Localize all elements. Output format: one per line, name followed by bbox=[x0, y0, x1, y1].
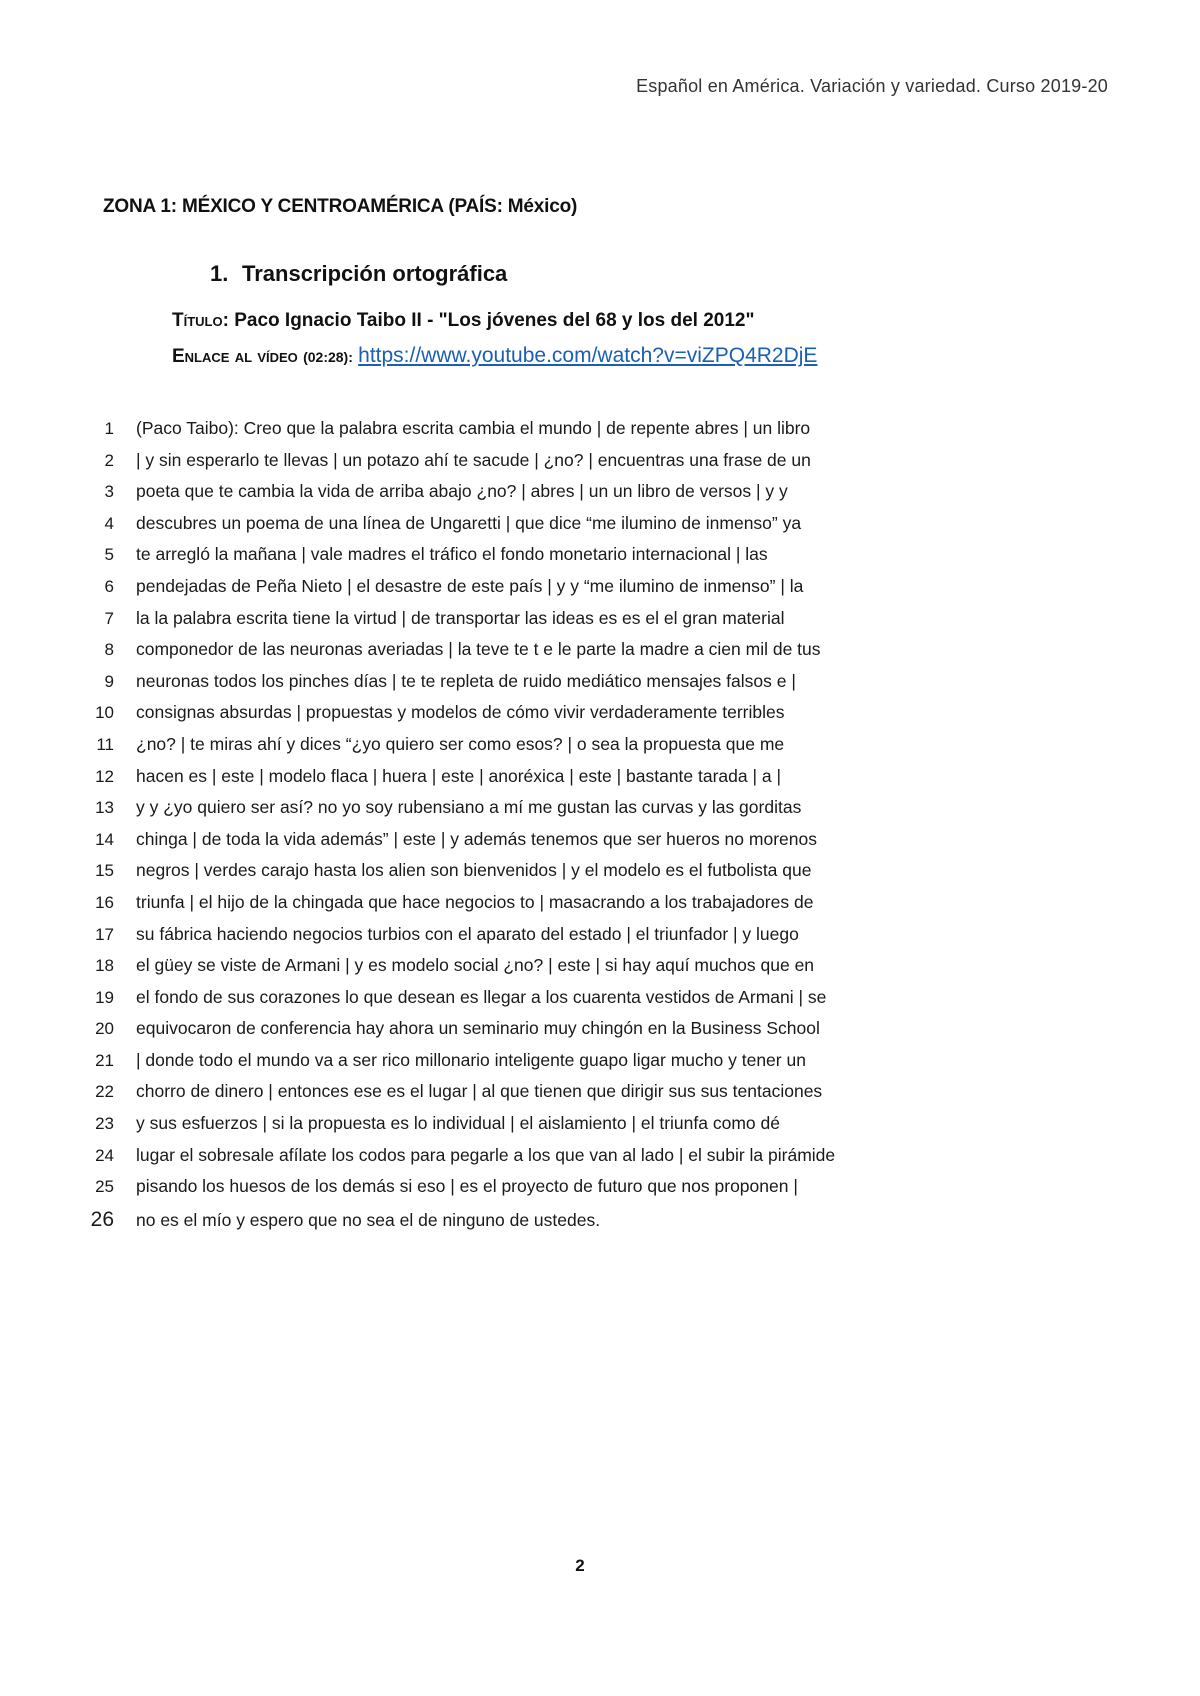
section-heading bbox=[210, 261, 507, 287]
transcript-line bbox=[0, 702, 1200, 734]
section-title: Transcripción ortográfica bbox=[242, 261, 508, 286]
section-number: 1. bbox=[210, 261, 229, 286]
transcript-line bbox=[0, 1018, 1200, 1050]
line-text: poeta que te cambia la vida de arriba abajo ¿no? | abres | un un libro de versos | y y bbox=[136, 481, 788, 502]
running-header: Español en América. Variación y variedad. Curso 2019-20 bbox=[636, 76, 1108, 96]
line-number: 4 bbox=[104, 513, 114, 533]
line-text: chinga | de toda la vida además” | este | y además tenemos que ser hueros no morenos bbox=[136, 828, 817, 849]
line-text: | donde todo el mundo va a ser rico millonario inteligente guapo ligar mucho y tener un bbox=[136, 1049, 806, 1070]
line-number: 3 bbox=[104, 482, 114, 502]
line-text: componedor de las neuronas averiadas | la teve te t e le parte la madre a cien mil de tus bbox=[136, 639, 821, 660]
transcript-line bbox=[0, 892, 1200, 924]
line-text: triunfa | el hijo de la chingada que hace negocios to | masacrando a los trabajadores de bbox=[136, 891, 814, 912]
line-number: 16 bbox=[95, 892, 114, 912]
link-label: Enlace al vídeo bbox=[172, 346, 298, 367]
line-number: 20 bbox=[95, 1019, 114, 1039]
transcript-list bbox=[0, 418, 1200, 1239]
line-text: pisando los huesos de los demás si eso | es el proyecto de futuro que nos proponen | bbox=[136, 1176, 798, 1197]
line-number: 10 bbox=[95, 703, 114, 723]
title-value: Paco Ignacio Taibo II - "Los jóvenes del 68 y los del 2012" bbox=[234, 310, 755, 331]
line-number: 18 bbox=[95, 956, 114, 976]
line-text: descubres un poema de una línea de Ungaretti | que dice “me ilumino de inmenso” ya bbox=[136, 512, 802, 533]
line-text: el fondo de sus corazones lo que desean es llegar a los cuarenta vestidos de Armani | se bbox=[136, 986, 827, 1007]
line-number: 22 bbox=[95, 1082, 114, 1102]
video-title-line bbox=[172, 310, 755, 332]
line-number: 17 bbox=[95, 924, 114, 944]
line-text: lugar el sobresale afílate los codos para pegarle a los que van al lado | el subir la pirámide bbox=[136, 1144, 836, 1165]
line-number: 25 bbox=[95, 1177, 114, 1197]
line-number: 26 bbox=[90, 1207, 114, 1231]
line-text: (Paco Taibo): Creo que la palabra escrita cambia el mundo | de repente abres | un libro bbox=[136, 418, 811, 438]
transcript-line bbox=[0, 924, 1200, 956]
link-duration: (02:28): bbox=[303, 349, 353, 365]
transcript-line bbox=[0, 671, 1200, 703]
transcript-line bbox=[0, 608, 1200, 640]
transcript-line bbox=[0, 955, 1200, 987]
video-link-line bbox=[172, 344, 817, 368]
line-number: 13 bbox=[95, 798, 114, 818]
transcript-line bbox=[0, 513, 1200, 545]
line-number: 8 bbox=[104, 640, 114, 660]
line-text: la la palabra escrita tiene la virtud | de transportar las ideas es es el el gran material bbox=[136, 607, 785, 628]
transcript-line bbox=[0, 481, 1200, 513]
transcript-line bbox=[0, 829, 1200, 861]
line-number: 6 bbox=[104, 576, 114, 596]
line-text: y sus esfuerzos | si la propuesta es lo individual | el aislamiento | el triunfa como dé bbox=[136, 1113, 780, 1134]
line-text: chorro de dinero | entonces ese es el lugar | al que tienen que dirigir sus sus tentaciones bbox=[136, 1081, 823, 1102]
page-number: 2 bbox=[575, 1556, 585, 1575]
transcript-line bbox=[0, 1145, 1200, 1177]
line-number: 2 bbox=[104, 450, 114, 470]
line-number: 7 bbox=[104, 608, 114, 628]
transcript-line bbox=[0, 1208, 1200, 1240]
line-number: 23 bbox=[95, 1114, 114, 1134]
line-text: hacen es | este | modelo flaca | huera | este | anoréxica | este | bastante tarada | a | bbox=[136, 765, 782, 786]
transcript-line bbox=[0, 1081, 1200, 1113]
line-text: neuronas todos los pinches días | te te repleta de ruido mediático mensajes falsos e | bbox=[136, 670, 796, 691]
line-text: el güey se viste de Armani | y es modelo social ¿no? | este | si hay aquí muchos que en bbox=[136, 955, 815, 976]
line-text: | y sin esperarlo te llevas | un potazo ahí te sacude | ¿no? | encuentras una frase de un bbox=[136, 449, 811, 470]
transcript-line bbox=[0, 576, 1200, 608]
line-text: su fábrica haciendo negocios turbios con el aparato del estado | el triunfador | y luego bbox=[136, 923, 799, 944]
line-number: 21 bbox=[95, 1050, 114, 1070]
line-text: negros | verdes carajo hasta los alien son bienvenidos | y el modelo es el futbolista que bbox=[136, 860, 812, 881]
line-text: pendejadas de Peña Nieto | el desastre de este país | y y “me ilumino de inmenso” | la bbox=[136, 575, 804, 596]
line-number: 5 bbox=[104, 545, 114, 565]
line-text: consignas absurdas | propuestas y modelos de cómo vivir verdaderamente terribles bbox=[136, 702, 785, 723]
line-text: equivocaron de conferencia hay ahora un seminario muy chingón en la Business School bbox=[136, 1018, 820, 1039]
transcript-line bbox=[0, 1050, 1200, 1082]
video-link[interactable]: https://www.youtube.com/watch?v=viZPQ4R2DjE bbox=[358, 344, 818, 367]
transcript-line bbox=[0, 1113, 1200, 1145]
line-text: no es el mío y espero que no sea el de ninguno de ustedes. bbox=[136, 1209, 601, 1230]
line-text: ¿no? | te miras ahí y dices “¿yo quiero ser como esos? | o sea la propuesta que me bbox=[136, 733, 785, 754]
line-number: 11 bbox=[96, 734, 114, 754]
line-number: 14 bbox=[95, 829, 114, 849]
transcript-line bbox=[0, 639, 1200, 671]
transcript-line bbox=[0, 797, 1200, 829]
line-number: 19 bbox=[95, 987, 114, 1007]
transcript-line bbox=[0, 766, 1200, 798]
title-label: Título: bbox=[172, 310, 229, 331]
transcript-line bbox=[0, 544, 1200, 576]
transcript-line bbox=[0, 860, 1200, 892]
line-number: 9 bbox=[104, 671, 114, 691]
transcript-line bbox=[0, 987, 1200, 1019]
line-text: y y ¿yo quiero ser así? no yo soy rubensiano a mí me gustan las curvas y las gorditas bbox=[136, 797, 802, 818]
line-number: 24 bbox=[95, 1145, 114, 1165]
transcript-line bbox=[0, 1176, 1200, 1208]
line-number: 12 bbox=[95, 766, 114, 786]
zone-title: ZONA 1: MÉXICO Y CENTROAMÉRICA (PAÍS: México) bbox=[103, 196, 578, 217]
transcript-line bbox=[0, 450, 1200, 482]
transcript-line bbox=[0, 734, 1200, 766]
transcript-line bbox=[0, 418, 1200, 450]
line-number: 1 bbox=[104, 419, 114, 438]
line-text: te arregló la mañana | vale madres el tráfico el fondo monetario internacional | las bbox=[136, 544, 768, 565]
line-number: 15 bbox=[95, 861, 114, 881]
